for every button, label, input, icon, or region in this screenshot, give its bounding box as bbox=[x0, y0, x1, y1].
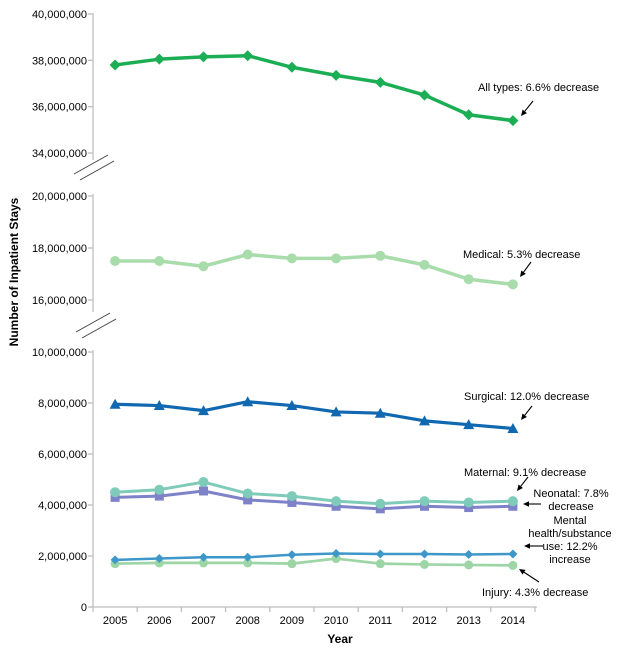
arrow-head bbox=[520, 271, 526, 277]
annotation-arrow-all-types bbox=[521, 101, 533, 116]
annotation-arrow-medical bbox=[520, 262, 531, 277]
data-point-marker bbox=[375, 251, 385, 261]
arrow-head bbox=[521, 414, 527, 420]
series-medical bbox=[110, 250, 518, 290]
y-tick-label: 8,000,000 bbox=[38, 398, 87, 410]
x-axis bbox=[91, 607, 537, 627]
arrow-line bbox=[524, 572, 539, 582]
x-axis-title: Year bbox=[327, 632, 353, 646]
annotation-line: use: 12.2% bbox=[542, 541, 598, 553]
data-point-marker bbox=[331, 70, 342, 81]
x-tick-label: 2014 bbox=[500, 615, 526, 627]
data-point-marker bbox=[464, 550, 473, 559]
annotation-line: Mental bbox=[553, 515, 587, 527]
data-point-marker bbox=[110, 487, 120, 497]
y-tick-label: 20,000,000 bbox=[31, 191, 87, 203]
data-point-marker bbox=[464, 497, 474, 507]
data-point-marker bbox=[507, 115, 518, 126]
annotation-maternal bbox=[464, 467, 586, 480]
y-axis-segment-0 bbox=[32, 9, 93, 160]
x-tick-label: 2006 bbox=[147, 615, 172, 627]
y-axis-segment-1 bbox=[32, 191, 93, 312]
data-point-marker bbox=[198, 51, 209, 62]
arrow-head bbox=[523, 501, 529, 507]
y-axis-title: Number of Inpatient Stays bbox=[7, 197, 21, 347]
data-point-marker bbox=[420, 496, 430, 506]
data-point-marker bbox=[286, 62, 297, 73]
data-point-marker bbox=[508, 549, 517, 558]
y-tick-label: 2,000,000 bbox=[38, 551, 87, 563]
break-slash bbox=[76, 313, 110, 332]
series-surgical-line bbox=[115, 402, 513, 429]
data-point-marker bbox=[154, 54, 165, 65]
y-tick-label: 18,000,000 bbox=[31, 243, 87, 255]
data-point-marker bbox=[199, 261, 209, 271]
y-tick-label: 38,000,000 bbox=[31, 55, 87, 68]
data-point-marker bbox=[463, 109, 474, 120]
series-all-types bbox=[110, 50, 519, 126]
series-injury bbox=[111, 554, 518, 570]
series-injury-line bbox=[115, 559, 513, 566]
y-axis-segment-2 bbox=[32, 347, 93, 614]
data-point-marker bbox=[331, 496, 341, 506]
x-tick-label: 2008 bbox=[235, 615, 260, 627]
y-tick-label: 40,000,000 bbox=[31, 9, 87, 21]
annotation-injury bbox=[482, 587, 588, 600]
data-point-marker bbox=[420, 560, 429, 569]
annotation-surgical bbox=[464, 391, 589, 404]
y-tick-label: 6,000,000 bbox=[38, 449, 87, 461]
y-tick-label: 10,000,000 bbox=[31, 347, 87, 359]
arrow-line bbox=[525, 406, 532, 415]
data-point-marker bbox=[464, 274, 474, 284]
annotation-line: Medical: 5.3% decrease bbox=[463, 249, 581, 261]
data-point-marker bbox=[199, 486, 208, 495]
annotation-line: All types: 6.6% decrease bbox=[478, 82, 600, 94]
series-all-types-line bbox=[115, 56, 513, 121]
y-tick-label: 4,000,000 bbox=[38, 500, 87, 512]
y-tick-label: 34,000,000 bbox=[31, 148, 87, 160]
x-tick-label: 2009 bbox=[279, 615, 305, 627]
annotation-mental-health-substance-use bbox=[528, 515, 611, 567]
x-tick-label: 2007 bbox=[191, 615, 216, 627]
data-point-marker bbox=[243, 250, 253, 260]
axis-break-mark-1 bbox=[76, 313, 116, 338]
data-point-marker bbox=[376, 549, 385, 558]
series-surgical bbox=[110, 396, 519, 433]
arrow-line bbox=[524, 262, 531, 272]
y-tick-label: 0 bbox=[80, 602, 87, 614]
annotation-line: Neonatal: 7.8% bbox=[533, 488, 609, 500]
data-point-marker bbox=[287, 253, 297, 263]
data-point-marker bbox=[242, 50, 253, 61]
break-slash bbox=[82, 319, 116, 338]
annotation-line: decrease bbox=[548, 501, 594, 513]
x-tick-label: 2005 bbox=[102, 615, 128, 627]
x-tick-label: 2012 bbox=[412, 615, 437, 627]
annotation-all-types bbox=[478, 82, 599, 95]
x-tick-label: 2010 bbox=[323, 615, 349, 627]
arrow-head bbox=[519, 569, 526, 575]
data-point-marker bbox=[464, 560, 473, 569]
annotation-line: increase bbox=[549, 554, 591, 566]
data-point-marker bbox=[110, 256, 120, 266]
annotation-line: Maternal: 9.1% decrease bbox=[464, 467, 587, 479]
data-point-marker bbox=[375, 77, 386, 88]
data-point-marker bbox=[376, 559, 385, 568]
annotation-medical bbox=[463, 249, 580, 262]
break-slash bbox=[80, 161, 114, 180]
data-point-marker bbox=[287, 559, 296, 568]
annotation-arrow-injury bbox=[519, 569, 539, 582]
data-point-marker bbox=[420, 260, 430, 270]
data-point-marker bbox=[331, 253, 341, 263]
annotation-line: health/substance bbox=[528, 528, 612, 540]
arrow-line bbox=[525, 101, 533, 111]
data-point-marker bbox=[419, 90, 430, 101]
data-point-marker bbox=[199, 477, 209, 487]
annotation-line: Injury: 4.3% decrease bbox=[482, 587, 589, 599]
data-point-marker bbox=[154, 256, 164, 266]
series-mental-health-substance-use-line bbox=[115, 553, 513, 559]
data-point-marker bbox=[508, 561, 517, 570]
arrow-head bbox=[517, 485, 523, 491]
data-point-marker bbox=[110, 59, 121, 70]
x-tick-label: 2011 bbox=[368, 615, 393, 627]
x-tick-label: 2013 bbox=[456, 615, 481, 627]
annotation-neonatal bbox=[533, 488, 608, 514]
data-point-marker bbox=[287, 491, 297, 501]
data-point-marker bbox=[287, 550, 296, 559]
y-tick-label: 36,000,000 bbox=[31, 101, 87, 114]
data-point-marker bbox=[508, 279, 518, 289]
annotation-arrow-surgical bbox=[521, 406, 532, 420]
data-point-marker bbox=[508, 496, 518, 506]
data-point-marker bbox=[420, 549, 429, 558]
annotation-line: Surgical: 12.0% decrease bbox=[464, 391, 590, 403]
data-point-marker bbox=[154, 485, 164, 495]
series-medical-line bbox=[115, 255, 513, 285]
y-tick-label: 16,000,000 bbox=[31, 295, 87, 307]
data-point-marker bbox=[375, 499, 385, 509]
data-point-marker bbox=[243, 489, 253, 499]
